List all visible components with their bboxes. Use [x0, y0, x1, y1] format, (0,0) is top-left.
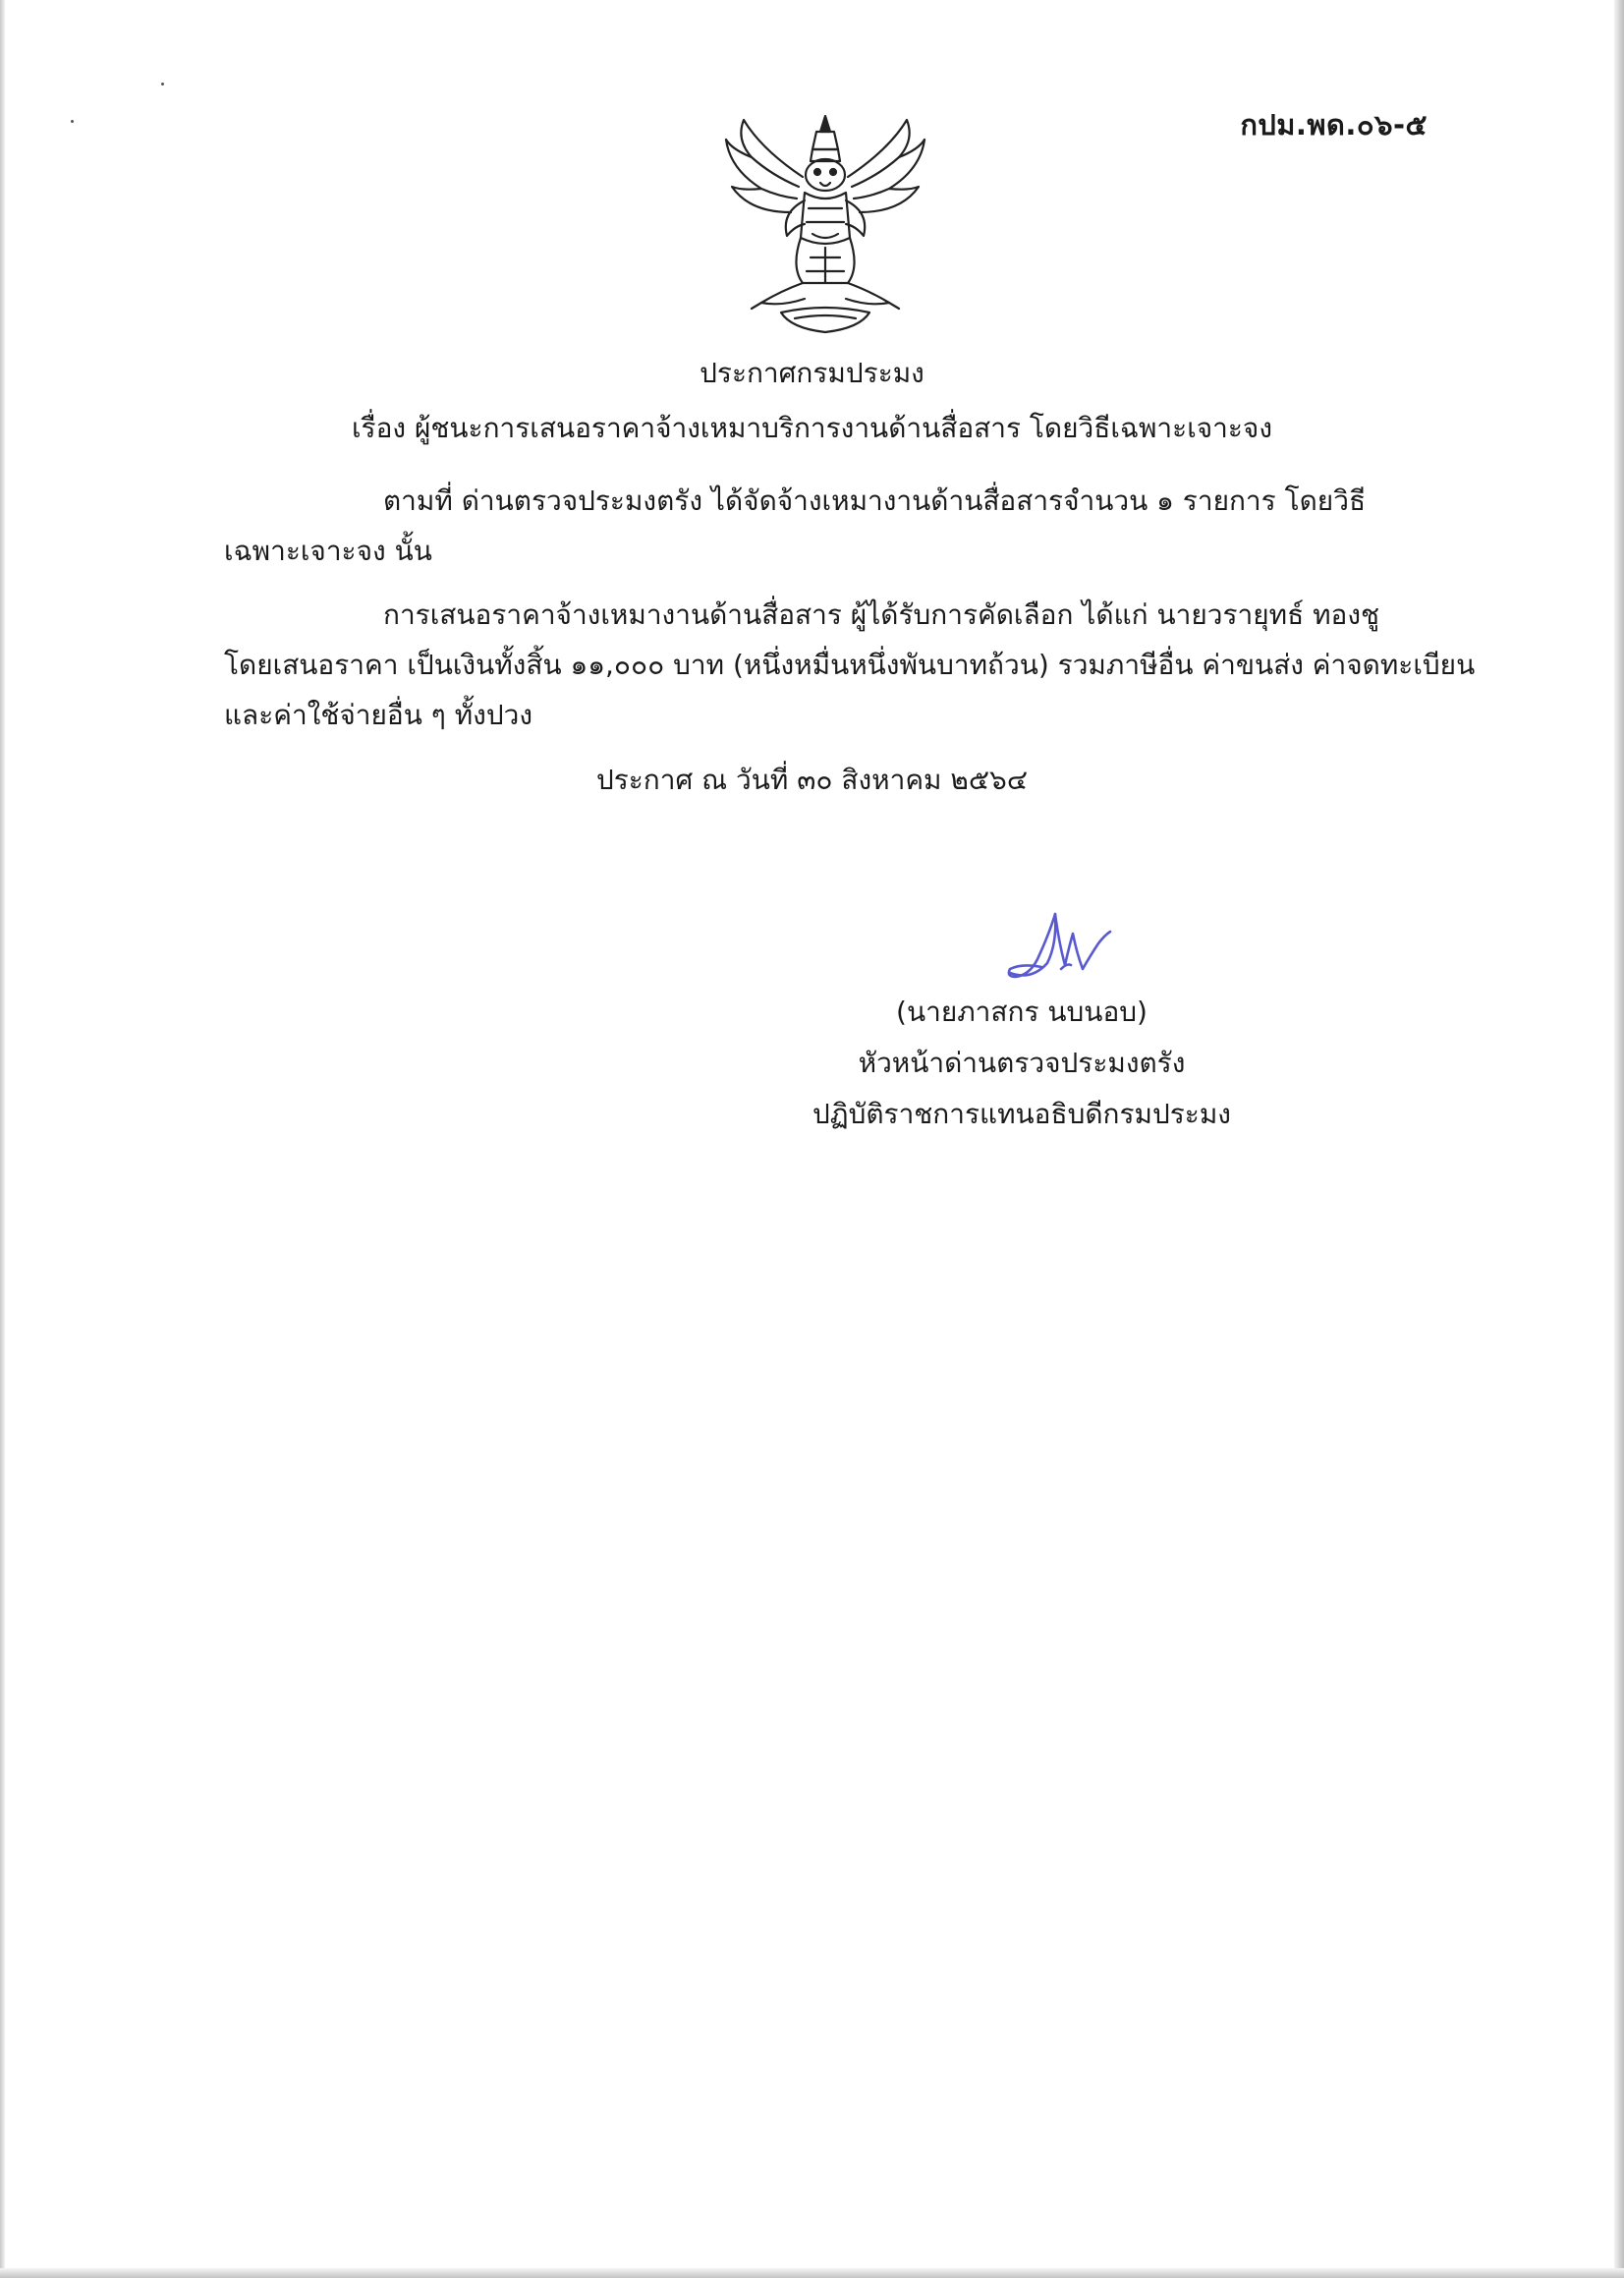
scan-dust: [71, 120, 74, 123]
paragraph-line: เฉพาะเจาะจง นั้น: [224, 535, 432, 567]
form-code: กปม.พด.๐๖-๕: [1240, 108, 1428, 142]
signatory-name: (นายภาสกร นบนอบ): [896, 996, 1148, 1028]
scan-dust: [161, 83, 164, 85]
paragraph-procurement: [224, 476, 1482, 576]
announcement-subject: เรื่อง ผู้ชนะการเสนอราคาจ้างเหมาบริการงานด้านสื่อสาร โดยวิธีเฉพาะเจาะจง: [351, 412, 1273, 444]
signatory-acting-position: ปฏิบัติราชการแทนอธิบดีกรมประมง: [812, 1098, 1231, 1130]
paragraph-line: การเสนอราคาจ้างเหมางานด้านสื่อสาร ผู้ได้รับการคัดเลือก ได้แก่ นายวรายุทธ์ ทองชู: [383, 598, 1380, 631]
signatory-position: หัวหน้าด่านตรวจประมงตรัง: [858, 1047, 1186, 1079]
paragraph-winner: [224, 590, 1482, 740]
announcement-date: ประกาศ ณ วันที่ ๓๐ สิงหาคม ๒๕๖๔: [595, 764, 1029, 796]
paragraph-line: และค่าใช้จ่ายอื่น ๆ ทั้งปวง: [224, 699, 533, 731]
scan-edge-left: [0, 0, 5, 2278]
scan-edge-bottom: [0, 2268, 1624, 2278]
handwritten-signature: [1002, 904, 1115, 988]
garuda-emblem-icon: [722, 110, 928, 338]
scan-edge-right: [1614, 0, 1624, 2278]
paragraph-line: ตามที่ ด่านตรวจประมงตรัง ได้จัดจ้างเหมางานด้านสื่อสารจำนวน ๑ รายการ โดยวิธี: [383, 484, 1367, 517]
announcement-title: ประกาศกรมประมง: [700, 357, 924, 389]
paragraph-line: โดยเสนอราคา เป็นเงินทั้งสิ้น ๑๑,๐๐๐ บาท (หนึ่งหมื่นหนึ่งพันบาทถ้วน) รวมภาษีอื่น ค่าขนส่ง ค่าจดทะเบียน: [224, 649, 1476, 681]
